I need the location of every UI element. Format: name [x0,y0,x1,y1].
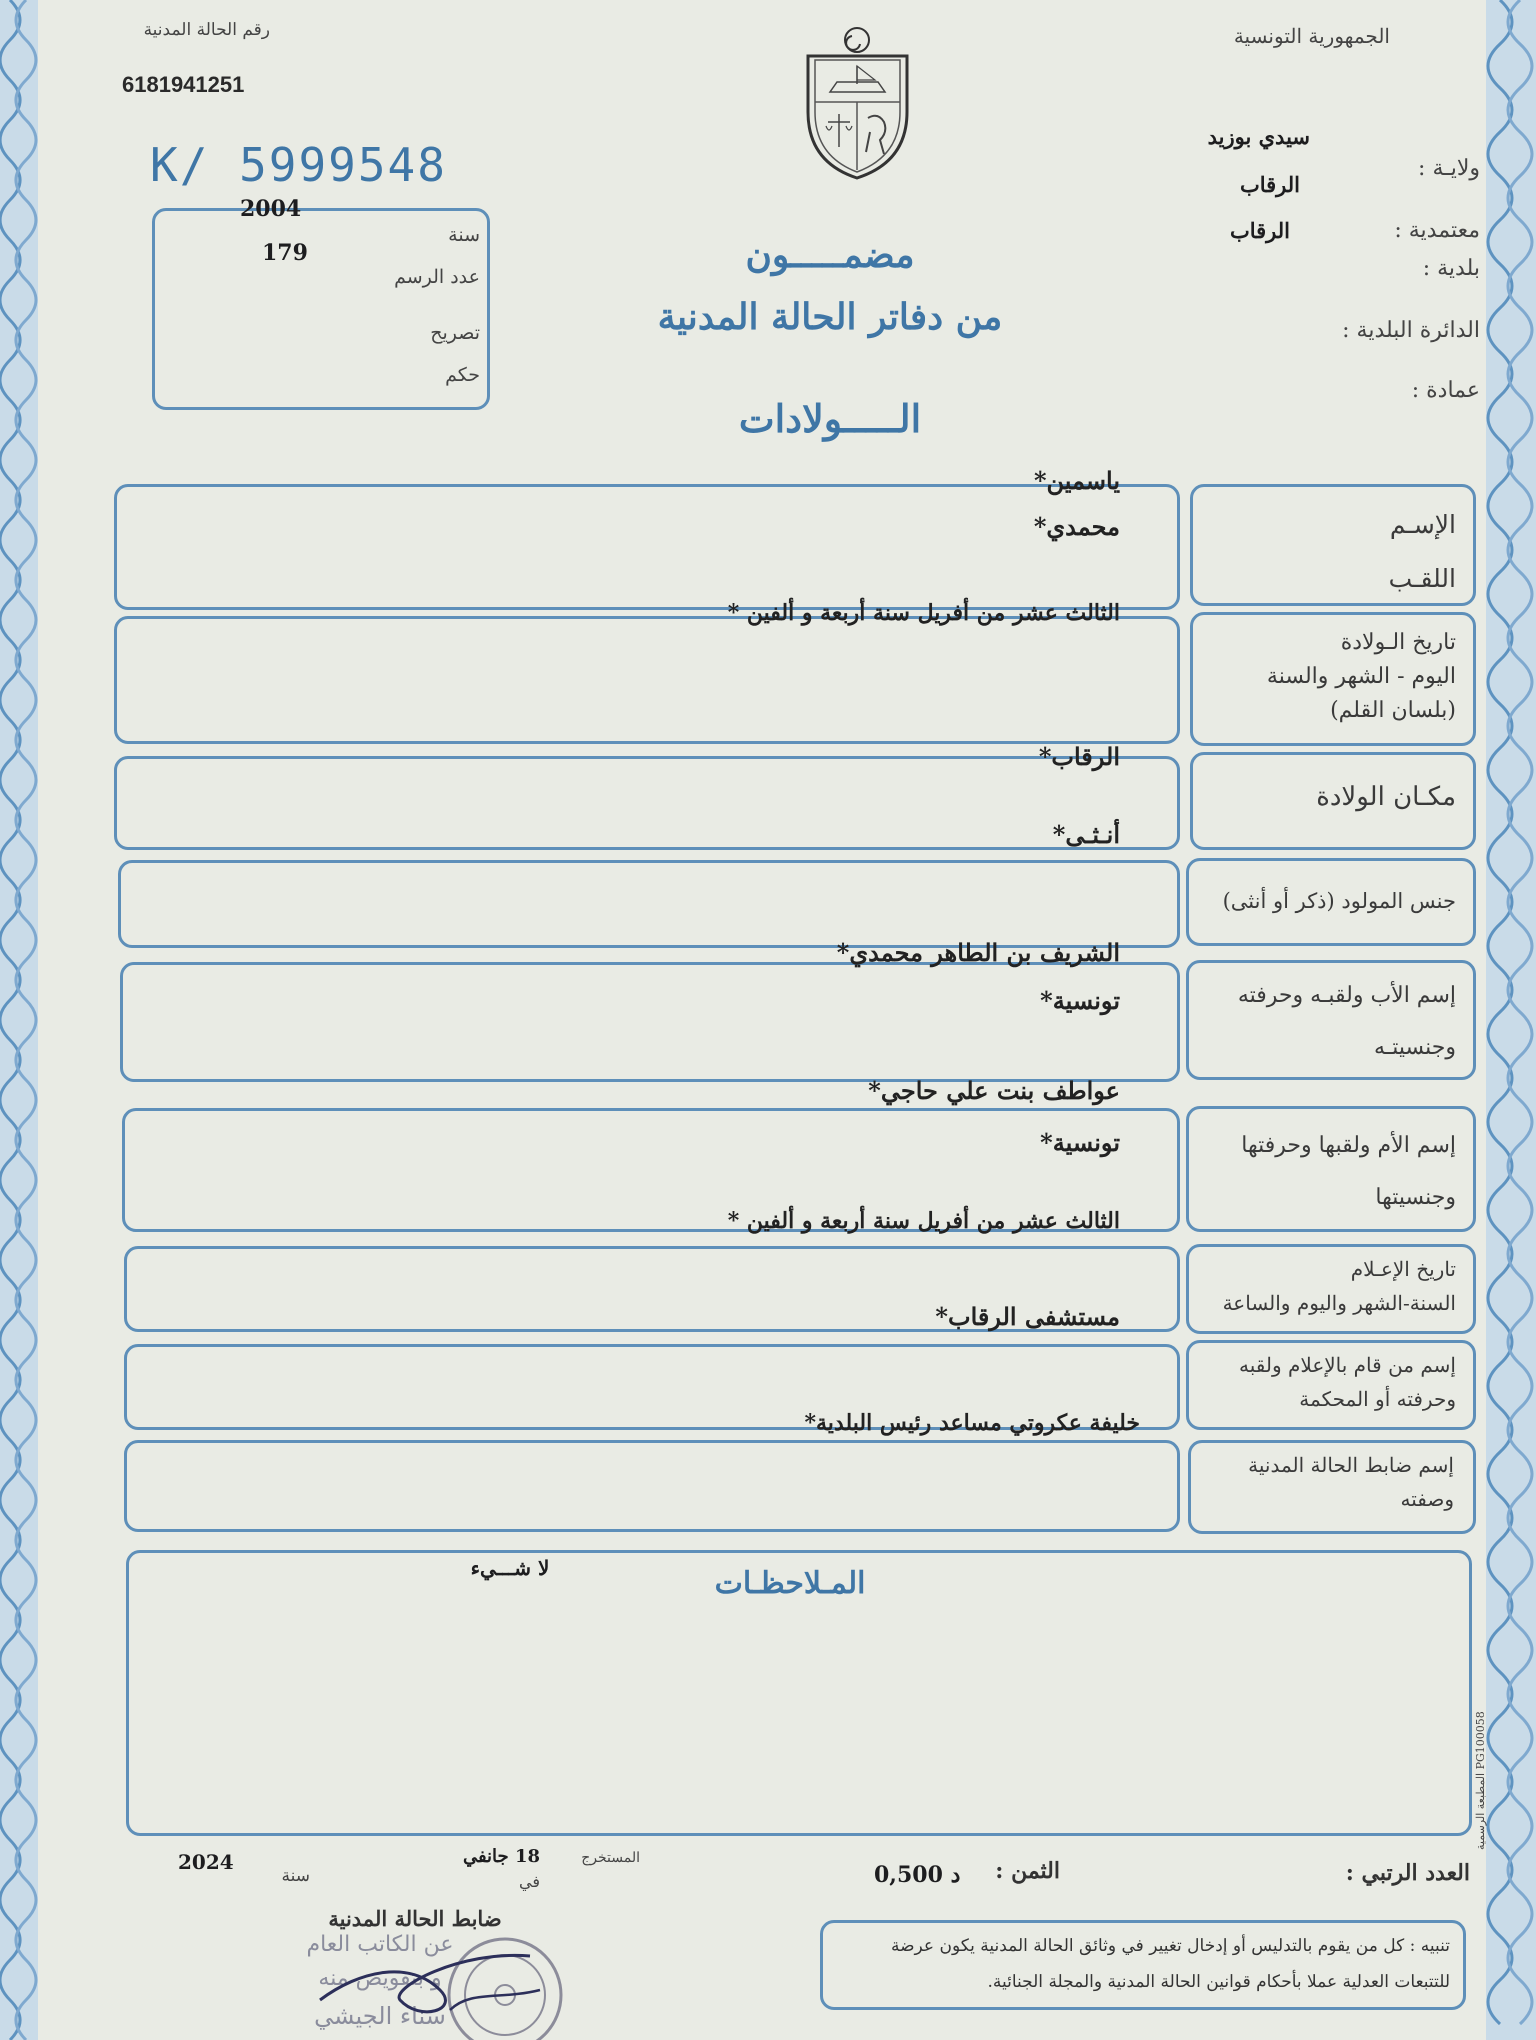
birth-date-value-box [114,616,1180,744]
registry-label: رقم الحالة المدنية [143,20,270,40]
father-field-label: إسم الأب ولقبـه وحرفته وجنسيتـه [1237,983,1456,1060]
signature-line-3: سناء الجيشي [314,2002,446,2030]
serial-number-label: العدد الرتبي : [1345,1860,1470,1886]
signature-line-2: و بتفويض منه [318,1966,442,1991]
name-value-box [114,484,1180,610]
year-value: 2004 [240,196,302,222]
year-label: سنة [448,224,480,246]
birth-place-value: الرقاب* [1038,742,1120,771]
delegation-value-2: الرقاب [1229,218,1290,243]
sex-field-label: جنس المولود (ذكر أو أنثى) [1222,889,1456,913]
remarks-value: لا شـــيء [470,1556,550,1580]
judgment-label: حكم [445,364,480,386]
legal-notice: تنبيه : كل من يقوم بالتدليس أو إدخال تغيير في وثائق الحالة المدنية يكون عرضة للتتبعات العدلية عملا بأحكام قوانين الحالة المدنية والمجلة الجنائية. [891,1936,1450,1992]
issue-year-label: سنة [281,1866,310,1886]
declaration-date-field-label: تاريخ الإعـلام السنة-الشهر واليوم والساعة [1222,1257,1456,1315]
signature-line-1: عن الكاتب العام [306,1932,454,1957]
delegation-label: معتمدية : [1394,218,1480,243]
municipality-label: بلدية : [1422,256,1480,281]
governorate-value: سيدي بوزيد [1207,124,1310,149]
remarks-label: المـلاحظـات [714,1566,866,1601]
left-guilloche-border [0,0,38,2040]
declarant-value: مستشفى الرقاب* [935,1302,1120,1331]
mother-nationality-value: تونسية* [1040,1128,1120,1157]
surname-value: محمدي* [1033,512,1120,541]
serial-number: K/ 5999548 [150,138,447,192]
registry-number: 6181941251 [122,72,245,97]
price-label: الثمن : [995,1858,1060,1884]
price-value: 0,500 د [874,1862,961,1888]
tunisia-coat-of-arms-icon [800,22,915,182]
officer-value-box [124,1440,1180,1532]
municipal-district-label: الدائرة البلدية : [1342,318,1480,343]
mother-name-value: عواطف بنت علي حاجي* [868,1076,1120,1105]
record-number-label: عدد الرسم [394,266,480,288]
birth-date-field-label: تاريخ الـولادة اليوم - الشهر والسنة (بلسان القلم) [1266,630,1456,723]
father-nationality-value: تونسية* [1040,986,1120,1015]
title-civil-registers: من دفاتر الحالة المدنية [657,296,1003,338]
father-name-value: الشريف بن الطاهر محمدي* [836,938,1120,967]
delegation-value-1: الرقاب [1239,172,1300,197]
name-field-label: الإسـم اللقـب [1388,510,1456,593]
issue-year-value: 2024 [178,1850,234,1874]
imada-label: عمادة : [1411,378,1480,403]
in-label: في [519,1872,540,1891]
birth-place-field-label: مكـان الولادة [1316,782,1456,812]
issue-date-value: 18 جانفي [462,1846,540,1867]
officer-value: خليفة عكروتي مساعد رئيس البلدية* [804,1410,1140,1436]
record-number-value: 179 [262,240,308,266]
handwritten-signature-icon [300,1930,560,2030]
governorate-label: ولايـة : [1418,156,1480,181]
first-name-value: ياسمين* [1033,466,1120,495]
birth-date-value: الثالث عشر من أفريل سنة أربعة و ألفين * [727,600,1120,626]
declarant-field-label: إسم من قام بالإعلام ولقبه وحرفته أو المحكمة [1239,1353,1456,1411]
civil-officer-label: ضابط الحالة المدنية [328,1906,502,1931]
sex-value: أنـثـى* [1052,820,1120,849]
declaration-label: تصريح [430,322,480,344]
officer-field-label: إسم ضابط الحالة المدنية وصفته [1248,1453,1454,1511]
printer-mark: المطبعة الرسمية PG100058 [1474,1711,1487,1850]
father-value-box [120,962,1180,1082]
title-births: الـــــولادات [738,396,922,441]
extracted-label: المستخرج [581,1850,640,1866]
republic-label: الجمهورية التونسية [1233,24,1390,48]
declaration-date-value: الثالث عشر من أفريل سنة أربعة و ألفين * [727,1208,1120,1234]
title-extract: مضمـــــون [745,234,915,276]
mother-field-label: إسم الأم ولقبها وحرفتها وجنسيتها [1241,1133,1456,1210]
sex-value-box [118,860,1180,948]
